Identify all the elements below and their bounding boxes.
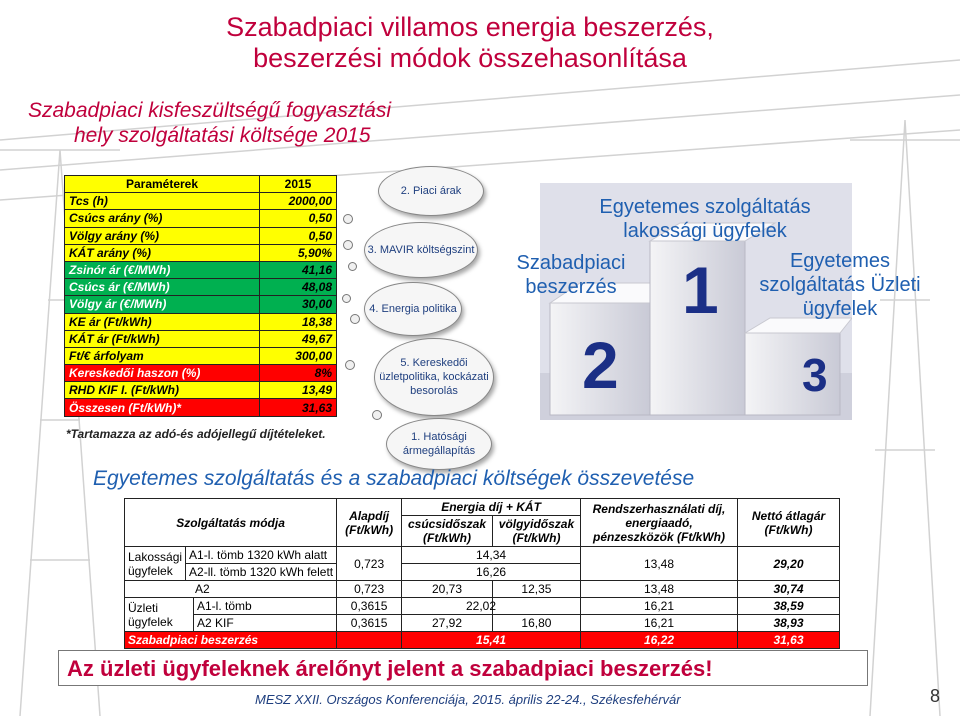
parameter-row	[65, 313, 337, 330]
parameters-header-year: 2015	[260, 176, 337, 193]
subtitle	[28, 98, 391, 148]
parameter-value: 2000,00	[260, 193, 337, 210]
row-group-and-tariff	[125, 598, 337, 632]
parameter-value: 5,90%	[260, 244, 337, 261]
parameter-value: 13,49	[260, 382, 337, 399]
tariff-label: A1-l. tömb 1320 kWh alatt	[186, 547, 337, 564]
parameter-value: 0,50	[260, 227, 337, 244]
parameter-row	[65, 399, 337, 416]
parameter-label: Csúcs arány (%)	[65, 210, 260, 227]
parameter-label: Csúcs ár (€/MWh)	[65, 279, 260, 296]
szabadpiaci-label: Szabadpiaci beszerzés	[125, 632, 337, 649]
page-title	[200, 12, 740, 74]
parameter-row	[65, 365, 337, 382]
bubble-dot	[350, 314, 360, 324]
parameter-row	[65, 296, 337, 313]
header-volgy: völgyidőszak (Ft/kWh)	[492, 516, 580, 547]
header-mode: Szolgáltatás módja	[125, 499, 337, 547]
parameter-label: Kereskedői haszon (%)	[65, 365, 260, 382]
bubble-mavir-koltsegszint: 3. MAVIR költségszint	[364, 222, 478, 278]
rendszer-value-2: 16,21	[643, 616, 675, 630]
netto-value-1: 38,59	[738, 598, 839, 615]
parameter-value: 48,08	[260, 279, 337, 296]
conclusion-banner: Az üzleti ügyfeleknek árelőnyt jelent a szabadpiaci beszerzés!	[58, 650, 868, 686]
podium-number-2: 2	[582, 328, 619, 402]
csucs-value-2: 27,92	[431, 616, 463, 630]
footer-conference: MESZ XXII. Országos Konferenciája, 2015. április 22-24., Székesfehérvár	[255, 692, 681, 707]
header-energia: Energia díj + KÁT	[402, 499, 581, 516]
alapdij-value: 0,723	[337, 581, 402, 598]
netto-value	[738, 598, 840, 632]
bubble-dot	[348, 262, 357, 271]
bubble-dot	[345, 360, 355, 370]
parameters-table	[64, 175, 337, 417]
header-csucs: csúcsidőszak (Ft/kWh)	[402, 516, 493, 547]
tariff-label: A2 KIF	[197, 616, 234, 630]
group-label-uzleti: Üzleti ügyfelek	[125, 598, 194, 631]
parameter-label: Ft/€ árfolyam	[65, 347, 260, 364]
parameter-value: 18,38	[260, 313, 337, 330]
table-row	[125, 581, 840, 598]
tariff-label: A2-ll. tömb 1320 kWh felett	[189, 565, 334, 579]
szabadpiaci-row	[125, 632, 840, 649]
szabadpiaci-netto: 31,63	[738, 632, 840, 649]
title-line-1: Szabadpiaci villamos energia beszerzés,	[226, 12, 714, 42]
csucs-value-1-text: 22,02	[465, 599, 497, 613]
parameter-label: KE ár (Ft/kWh)	[65, 313, 260, 330]
alapdij-value: 0,723	[337, 547, 402, 581]
parameter-row	[65, 330, 337, 347]
alapdij-value-1: 0,3615	[337, 598, 401, 615]
podium-label-first: Egyetemes szolgáltatás lakossági ügyfelek	[599, 196, 811, 242]
netto-value: 29,20	[738, 547, 840, 581]
bubble-dot	[343, 240, 353, 250]
comparison-table	[124, 498, 840, 649]
rendszer-value-1: 16,21	[581, 598, 737, 615]
energia-value-2: 16,26	[476, 565, 507, 579]
parameter-value: 0,50	[260, 210, 337, 227]
bubble-piaci-arak: 2. Piaci árak	[378, 166, 484, 216]
group-label-lakossagi: Lakossági ügyfelek	[125, 547, 186, 580]
volgy-value	[492, 598, 580, 632]
header-alapdij: Alapdíj (Ft/kWh)	[337, 499, 402, 547]
rendszer-value: 13,48	[581, 581, 738, 598]
parameter-row	[65, 193, 337, 210]
parameter-value: 31,63	[260, 399, 337, 416]
table-row	[125, 598, 840, 632]
csucs-value-1	[402, 598, 497, 615]
csucs-value	[402, 598, 497, 632]
szabadpiaci-rendszer: 16,22	[581, 632, 738, 649]
tariff-label: A2	[125, 581, 337, 598]
parameter-value: 300,00	[260, 347, 337, 364]
rendszer-value: 13,48	[581, 547, 738, 581]
parameter-value: 30,00	[260, 296, 337, 313]
parameter-value: 41,16	[260, 261, 337, 278]
podium-number-1: 1	[682, 253, 719, 327]
parameter-label: KÁT ár (Ft/kWh)	[65, 330, 260, 347]
parameter-value: 8%	[260, 365, 337, 382]
parameter-label: Völgy ár (€/MWh)	[65, 296, 260, 313]
parameter-label: Tcs (h)	[65, 193, 260, 210]
alapdij-value	[337, 598, 402, 632]
parameter-row	[65, 261, 337, 278]
energia-value-1: 14,34	[402, 547, 580, 564]
bubble-dot	[342, 294, 351, 303]
subtitle-line-2: hely szolgáltatási költsége 2015	[74, 124, 371, 147]
header-rendszer: Rendszerhasználati díj, energiaadó, pénzeszközök (Ft/kWh)	[581, 499, 738, 547]
group-lakossagi-subtable	[125, 547, 336, 580]
page-number: 8	[930, 686, 941, 706]
csucs-value: 20,73	[402, 581, 493, 598]
parameter-label: Összesen (Ft/kWh)*	[65, 399, 260, 416]
alapdij-value-2: 0,3615	[350, 616, 388, 630]
parameter-row	[65, 227, 337, 244]
parameter-value: 49,67	[260, 330, 337, 347]
bubble-dot	[343, 214, 353, 224]
parameter-label: KÁT arány (%)	[65, 244, 260, 261]
rendszer-value	[581, 598, 738, 632]
parameters-header-label: Paraméterek	[65, 176, 260, 193]
szabadpiaci-alapdij	[337, 632, 402, 649]
netto-value: 30,74	[738, 581, 840, 598]
volgy-value-2: 16,80	[521, 616, 552, 630]
bubble-dot	[372, 410, 382, 420]
comparison-title: Egyetemes szolgáltatás és a szabadpiaci költségek összevetése	[93, 467, 695, 490]
bubble-hatosagi-armegallapitas: 1. Hatósági ármegállapítás	[386, 418, 492, 470]
netto-value-2: 38,93	[773, 616, 804, 630]
parameter-label: Zsinór ár (€/MWh)	[65, 261, 260, 278]
group-uzleti-subtable	[125, 598, 336, 631]
parameter-row	[65, 279, 337, 296]
parameter-label: Völgy arány (%)	[65, 227, 260, 244]
podium-number-3: 3	[802, 349, 828, 401]
tariff-label: A1-l. tömb	[194, 598, 337, 615]
szabadpiaci-energia: 15,41	[402, 632, 581, 649]
header-netto: Nettó átlagár (Ft/kWh)	[738, 499, 840, 547]
parameter-row	[65, 244, 337, 261]
comparison-header-row	[125, 499, 840, 516]
energia-value	[402, 547, 581, 581]
title-line-2: beszerzési módok összehasonlítása	[253, 43, 687, 73]
parameter-row	[65, 210, 337, 227]
volgy-value-1	[493, 598, 580, 615]
volgy-value: 12,35	[492, 581, 580, 598]
row-group-and-tariff	[125, 547, 337, 581]
subtitle-line-1: Szabadpiaci kisfeszültségű fogyasztási	[28, 99, 392, 122]
podium-label-second: Szabadpiaci beszerzés	[516, 252, 626, 298]
parameters-footnote: *Tartamazza az adó-és adójellegű díjtételeket.	[66, 427, 326, 441]
podium-label-third: Egyetemes szolgáltatás Üzleti ügyfelek	[759, 250, 921, 320]
parameters-header-row	[65, 176, 337, 193]
bubble-kereskedoi-uzletpolitika: 5. Kereskedői üzletpolitika, kockázati besorolás	[374, 338, 494, 416]
parameter-label: RHD KIF I. (Ft/kWh)	[65, 382, 260, 399]
parameter-row	[65, 347, 337, 364]
parameter-row	[65, 382, 337, 399]
bubble-energia-politika: 4. Energia politika	[364, 282, 462, 336]
table-row	[125, 547, 840, 581]
